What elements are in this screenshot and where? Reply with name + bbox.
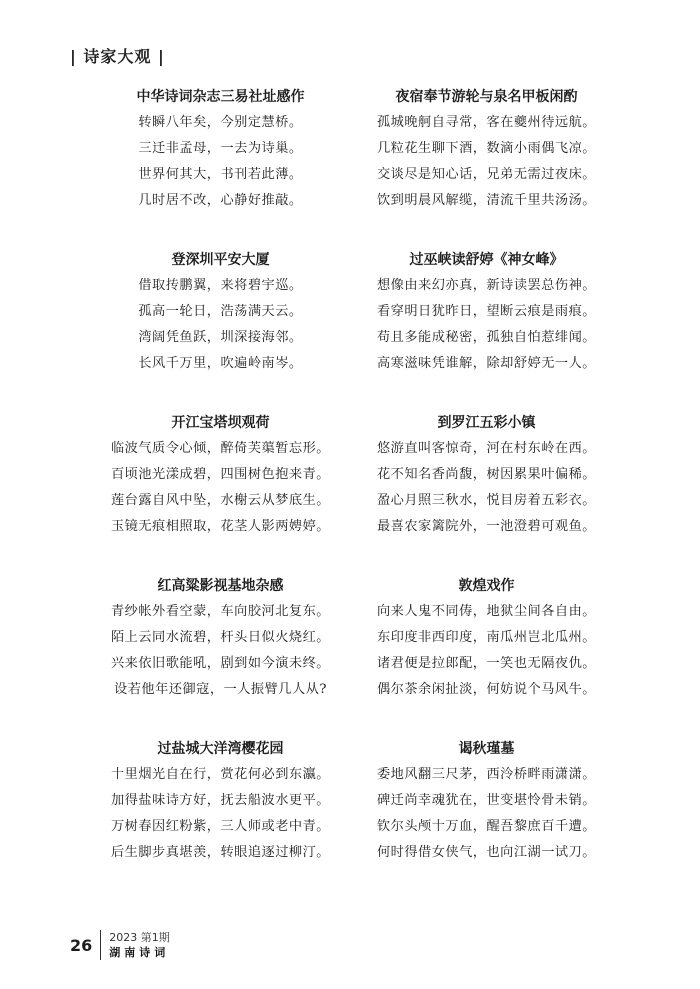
poem-line: 高寒滋味凭谁解，除却舒婷无一人。 [377,356,596,371]
poem-line: 钦尔头颅十万血，醒吾黎庶百千遭。 [377,819,596,834]
poem-line: 最喜农家篱院外，一池澄碧可观鱼。 [377,519,596,534]
poem-left-2 [88,410,353,573]
poem-right-4 [354,736,619,899]
poem-line: 向来人鬼不同俦，地狱尘间各自由。 [377,604,596,619]
poem-line: 十里烟光自在行，赏花何必到东瀛。 [111,767,330,782]
page-footer [70,930,170,960]
poem-line: 加得盐味诗方好，抚去船波水更平。 [111,793,330,808]
poem-line: 陌上云同水流碧，杆头日似火烧红。 [111,630,330,645]
poem-line: 孤城晚舸自寻常，客在夔州待远航。 [377,115,596,130]
left-poem-column [88,84,353,899]
poem-line: 世界何其大，书刊若此薄。 [138,167,303,182]
poem-title: 过盐城大洋湾樱花园 [157,741,284,757]
poem-title: 到罗江五彩小镇 [437,415,536,431]
poem-title: 中华诗词杂志三易社址感作 [136,89,305,105]
poem-line: 湾阔凭鱼跃，圳深接海邻。 [138,330,303,345]
poem-line: 盈心月照三秋水，悦目房着五彩衣。 [377,493,596,508]
poem-line: 临波气质令心倾，醉倚芙蕖暂忘形。 [111,441,330,456]
poem-right-0 [354,84,619,247]
poem-line: 东印度非西印度，南瓜州岂北瓜州。 [377,630,596,645]
poem-line: 兴来依旧歌能吼，剧到如今演未终。 [111,656,330,671]
poem-line: 百顷池光漾成碧，四围树色抱来青。 [111,467,330,482]
poem-left-4 [88,736,353,899]
footer-divider [100,930,101,960]
poem-line: 孤高一轮日，浩荡满天云。 [138,304,303,319]
poem-line: 莲台露自风中坠，水榭云从梦底生。 [111,493,330,508]
poem-left-3 [88,573,353,736]
poem-line: 青纱帐外看空蒙，车向胶河北复东。 [111,604,330,619]
poem-line: 想像由来幻亦真，新诗读罢总伤神。 [377,278,596,293]
issue-label: 2023 第1期 [109,931,170,944]
poem-right-2 [354,410,619,573]
poem-line: 饮到明晨风解缆，清流千里共汤汤。 [377,193,596,208]
poem-line: 交谈尽是知心话，兄弟无需过夜床。 [377,167,596,182]
poem-line: 后生脚步真堪羡，转眼追逐过柳汀。 [111,845,330,860]
poem-line: 设若他年还御寇，一人振臂几人从? [114,682,327,697]
footer-meta [109,930,170,960]
poem-line: 几粒花生聊下酒，数滴小雨偶飞凉。 [377,141,596,156]
poem-line: 借取抟鹏翼，来将碧宇巡。 [138,278,303,293]
poem-line: 何时得借女侠气，也向江湖一试刀。 [377,845,596,860]
poem-title: 过巫峡读舒婷《神女峰》 [409,252,564,268]
poem-line: 三迁非孟母，一去为诗巢。 [138,141,303,156]
magazine-name: 湖南诗词 [109,946,170,959]
poem-right-1 [354,247,619,410]
poem-right-3 [354,573,619,736]
poem-line: 委地风翻三尺茅，西泠桥畔雨潇潇。 [377,767,596,782]
poem-title: 敦煌戏作 [458,578,515,594]
poem-title: 夜宿奉节游轮与泉名甲板闲酌 [395,89,578,105]
section-header: | 诗家大观 | [70,47,165,66]
poem-title: 登深圳平安大厦 [171,252,270,268]
poem-left-0 [88,84,353,247]
poem-line: 万树春因红粉紫，三人师或老中青。 [111,819,330,834]
poem-line: 转瞬八年矣，今别定慧桥。 [138,115,303,130]
page-number: 26 [70,935,93,955]
right-poem-column [354,84,619,899]
poem-line: 玉镜无痕相照取，花茎人影两娉婷。 [111,519,330,534]
poem-line: 碑迁尚幸魂犹在，世变堪怜骨未销。 [377,793,596,808]
poem-line: 看穿明日犹昨日，望断云痕是雨痕。 [377,304,596,319]
poem-line: 诸君便是拉郎配，一笑也无隔夜仇。 [377,656,596,671]
poem-title: 红高粱影视基地杂感 [157,578,284,594]
poem-line: 苟且多能成秘密，孤独自怕惹绯闻。 [377,330,596,345]
poem-line: 花不知名香尚馥，树因累果叶偏稀。 [377,467,596,482]
poem-line: 偶尔茶余闲扯淡，何妨说个马风牛。 [377,682,596,697]
poem-line: 悠游直叫客惊奇，河在村东岭在西。 [377,441,596,456]
poem-line: 长风千万里，吹遍岭南岑。 [138,356,303,371]
poem-title: 开江宝塔坝观荷 [171,415,270,431]
poem-title: 谒秋瑾墓 [458,741,515,757]
poem-line: 几时居不改，心静好推敲。 [138,193,303,208]
poem-left-1 [88,247,353,410]
